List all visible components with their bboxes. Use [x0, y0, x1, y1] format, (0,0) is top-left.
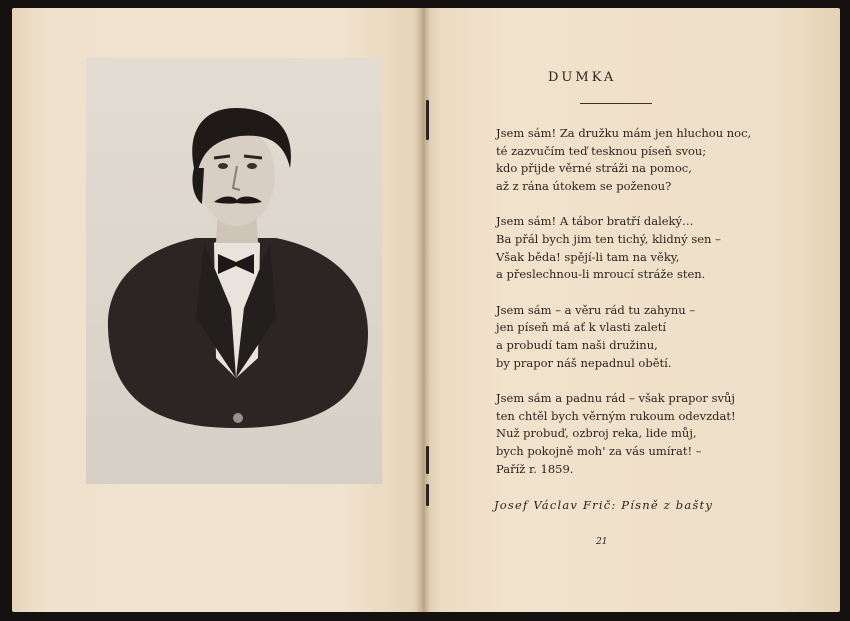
poem-line: jen píseň má ať k vlasti zaletí: [496, 320, 667, 335]
stanza: [496, 125, 751, 195]
poem-line: ten chtěl bych věrným rukoum odevzdat!: [496, 408, 736, 423]
binding-stitch: [426, 100, 429, 140]
poem-line: té zazvučím teď tesknou píseň svou;: [496, 143, 707, 158]
poem-line: Nuž probuď, ozbroj reka, lide můj,: [496, 426, 697, 441]
source-attribution: Josef Václav Frič: Písně z bašty: [494, 498, 714, 512]
stanza: [496, 213, 751, 283]
poem-line: bych pokojně moh' za vás umírat! –: [496, 443, 702, 458]
poem-line: Ba přál bych jim ten tichý, klidný sen –: [496, 231, 721, 246]
poem-line: Jsem sám! Za družku mám jen hluchou noc,: [496, 126, 752, 140]
poem-line: Však běda! spějí-li tam na věky,: [496, 249, 680, 264]
poem-line: by prapor náš nepadnul obětí.: [496, 355, 672, 370]
stanza: [496, 302, 751, 372]
poem-line: až z rána útokem se poženou?: [496, 178, 672, 193]
book-gutter: [416, 8, 430, 612]
title-rule: [580, 103, 652, 104]
binding-stitch: [426, 446, 429, 474]
poem-line: a probudí tam naši družinu,: [496, 337, 658, 352]
poem-line: Jsem sám – a věru rád tu zahynu –: [496, 302, 696, 317]
page-number: 21: [596, 537, 608, 547]
poem-line: Jsem sám a padnu rád – však prapor svůj: [496, 391, 735, 406]
poem-line: a přeslechnou-li mroucí stráže sten.: [496, 267, 706, 282]
poem-line: Jsem sám! A tábor bratří daleký…: [496, 214, 694, 229]
poem-body: [496, 125, 751, 478]
left-page: [12, 8, 424, 612]
place-date: Paříž r. 1859.: [496, 461, 574, 476]
stanza: [496, 390, 751, 478]
poem-title: DUMKA: [548, 70, 617, 85]
poem-line: kdo přijde věrné stráži na pomoc,: [496, 161, 692, 176]
portrait-photo: [86, 58, 382, 484]
binding-stitch: [426, 484, 429, 506]
